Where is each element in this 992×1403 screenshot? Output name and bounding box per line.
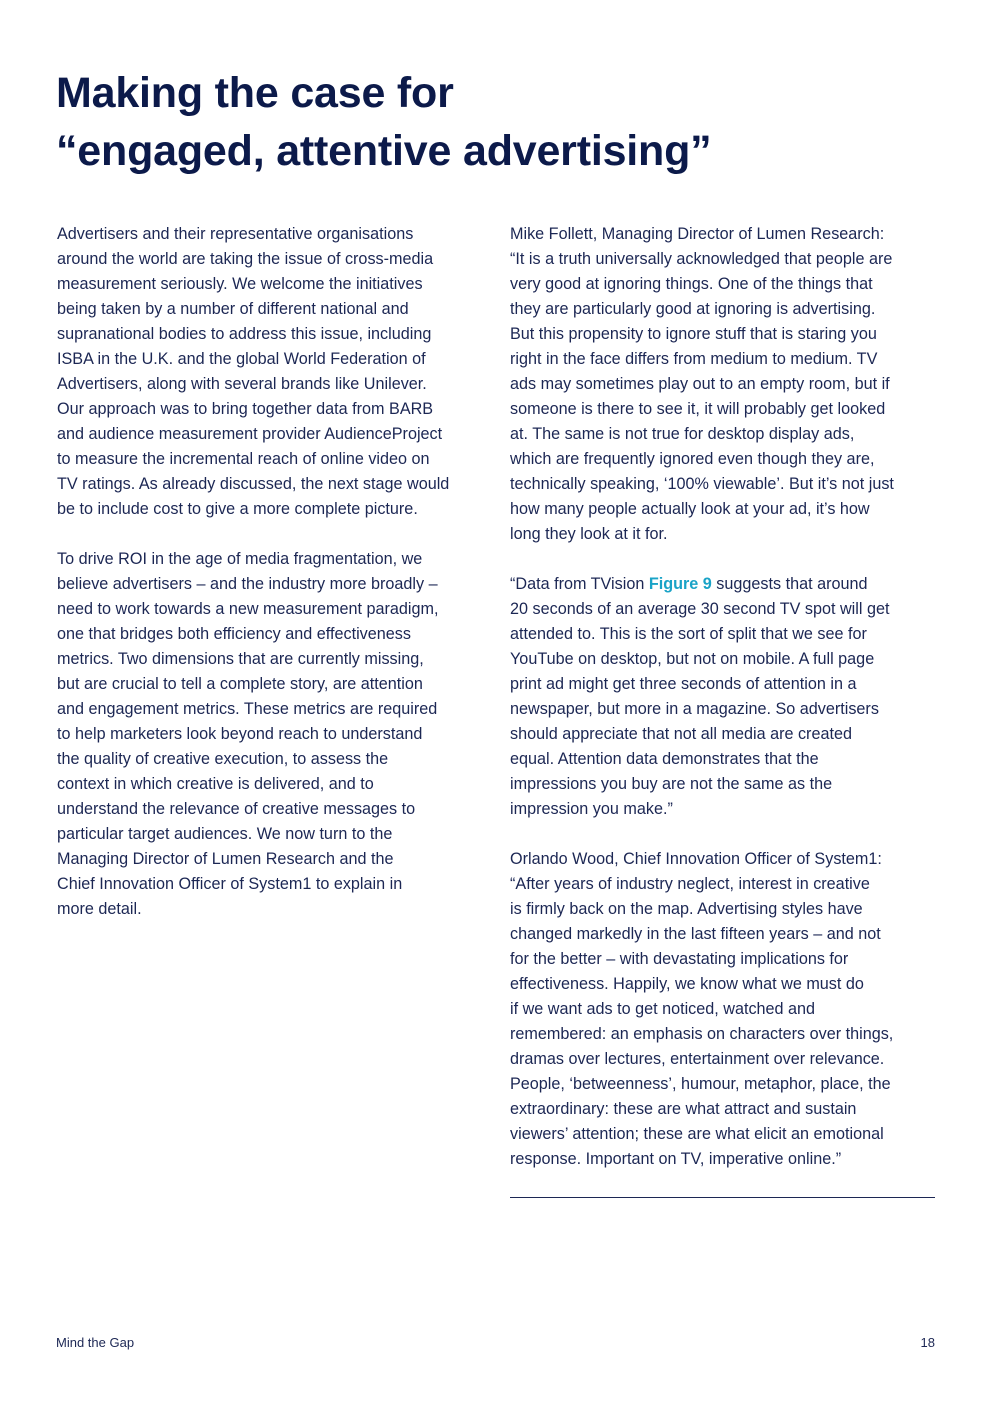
left-column — [57, 222, 477, 947]
page-title-line-2: “engaged, attentive advertising” — [56, 127, 712, 175]
right-paragraph-2 — [510, 572, 930, 822]
left-paragraph-2: To drive ROI in the age of media fragmentation, we believe advertisers – and the industry more broadly – need to work towards a new measurement paradigm, one that bridges both efficiency and effectiveness metrics. Two dimensions that are currently missing, but are crucial to tell a complete story, are attention and engagement metrics. These metrics are required to help marketers look beyond reach to understand the quality of creative execution, to assess the context in which creative is delivered, and to understand the relevance of creative messages to particular target audiences. We now turn to the Managing Director of Lumen Research and the Chief Innovation Officer of System1 to explain in more detail. — [57, 550, 439, 918]
left-paragraph-1: Advertisers and their representative organisations around the world are taking the issue of cross-media measurement seriously. We welcome the initiatives being taken by a number of different national and supranational bodies to address this issue, including ISBA in the U.K. and the global World Federation of Advertisers, along with several brands like Unilever. Our approach was to bring together data from BARB and audience measurement provider AudienceProject to measure the incremental reach of online video on TV ratings. As already discussed, the next stage would be to include cost to give a more complete picture. — [57, 225, 450, 518]
page-title — [56, 64, 936, 180]
section-divider — [510, 1197, 935, 1198]
right-paragraph-3: Orlando Wood, Chief Innovation Officer of System1: “After years of industry neglect, interest in creative is firmly back on the map. Advertising styles have changed markedly in the last fifteen years – and not for the better – with devastating implications for effectiveness. Happily, we know what we must do if we want ads to get noticed, watched and remembered: an emphasis on characters over things, dramas over lectures, entertainment over relevance. People, ‘betweenness’, humour, metaphor, place, the extraordinary: these are what attract and sustain viewers’ attention; these are what elicit an emotional response. Important on TV, imperative online.” — [510, 850, 894, 1168]
page-title-line-1: Making the case for — [56, 69, 454, 117]
right-paragraph-1: Mike Follett, Managing Director of Lumen Research: “It is a truth universally acknowledged that people are very good at ignoring things. One of the things that they are particularly good at ignoring is advertising. But this propensity to ignore stuff that is staring you right in the face differs from medium to medium. TV ads may sometimes play out to an empty room, but if someone is there to see it, it will probably get looked at. The same is not true for desktop display ads, which are frequently ignored even though they are, technically speaking, ‘100% viewable’. But it’s not just how many people actually look at your ad, it’s how long they look at it for. — [510, 225, 894, 543]
right-paragraph-2-rest: suggests that around 20 seconds of an average 30 second TV spot will get attended to. This is the sort of split that we see for YouTube on desktop, but not on mobile. A full page print ad might get three seconds of attention in a newspaper, but more in a magazine. So advertisers should appreciate that not all media are created equal. Attention data demonstrates that the impressions you buy are not the same as the impression you make.” — [510, 575, 890, 818]
right-paragraph-2-start: “Data from TVision — [510, 575, 649, 593]
footer-publication-title: Mind the Gap — [56, 1335, 135, 1350]
figure-9-link[interactable]: Figure 9 — [648, 575, 712, 593]
right-column — [510, 222, 930, 1197]
footer-page-number: 18 — [920, 1335, 935, 1350]
